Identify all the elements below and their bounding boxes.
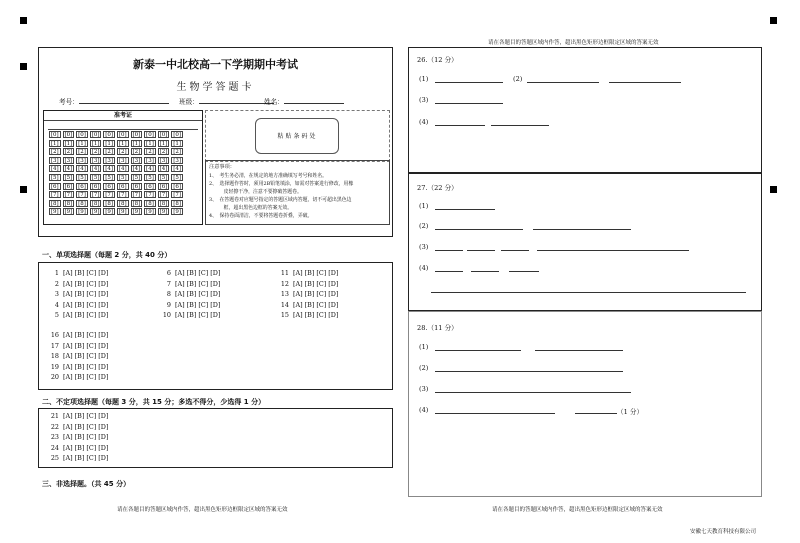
q26-part4-answer-b[interactable] <box>491 125 549 126</box>
admission-digit-bubble[interactable]: [3] <box>64 157 73 164</box>
q26-part1-label: (1) <box>419 75 429 83</box>
admission-digit-bubble[interactable]: [3] <box>173 157 182 164</box>
admission-digit-bubble[interactable]: [5] <box>50 174 59 181</box>
admission-digit-bubble[interactable]: [7] <box>78 192 86 199</box>
admission-digit-bubble[interactable]: [7] <box>64 192 73 199</box>
admission-digit-bubble[interactable]: [3] <box>91 157 100 164</box>
question-number: 6 <box>166 269 171 277</box>
choice-row[interactable] <box>157 269 220 277</box>
q26-label: 26.（12 分） <box>417 56 458 64</box>
question-number: 15 <box>280 311 289 319</box>
side-mark-right-upper <box>770 186 777 193</box>
question-number: 25 <box>50 454 59 462</box>
admission-digit-bubble[interactable]: [4] <box>50 166 59 173</box>
question-number: 17 <box>50 341 59 350</box>
admission-digit-bubble[interactable]: [3] <box>50 157 59 164</box>
admission-digit-bubble[interactable]: [9] <box>118 209 127 216</box>
header-box <box>38 47 393 237</box>
card-title: 生物学答题卡 <box>176 82 255 93</box>
answer-options[interactable]: [A] [B] [C] [D] <box>63 443 109 452</box>
admission-digit-bubble[interactable]: [6] <box>91 183 100 190</box>
choice-row[interactable] <box>157 301 220 309</box>
admission-digit-bubble[interactable]: [1] <box>132 140 141 147</box>
answer-options[interactable]: [A] [B] [C] [D] <box>63 412 109 420</box>
exam-no-field[interactable] <box>59 96 169 106</box>
q26-part4-answer-a[interactable] <box>435 125 485 126</box>
side-mark-left-upper <box>20 63 27 70</box>
admission-digit-bubble[interactable]: [5] <box>78 174 86 181</box>
admission-digit-bubble[interactable]: [4] <box>159 166 168 173</box>
q28-part1-answer-a[interactable] <box>435 350 521 351</box>
admission-digit-bubble[interactable]: [6] <box>118 183 127 190</box>
footer-notice-left: 请在各题目的答题区域内作答，超出黑色矩形边框限定区域的答案无效 <box>117 507 288 513</box>
question-number: 14 <box>280 300 289 309</box>
section1-box <box>38 262 393 390</box>
q28-part4-label: (4) <box>419 406 429 414</box>
admission-digit-bubble[interactable]: [9] <box>91 209 100 216</box>
answer-options[interactable]: [A] [B] [C] [D] <box>63 422 109 431</box>
answer-options[interactable]: [A] [B] [C] [D] <box>63 352 109 360</box>
answer-options[interactable]: [A] [B] [C] [D] <box>63 373 109 381</box>
choice-row[interactable] <box>45 444 108 452</box>
choice-row[interactable] <box>45 301 108 309</box>
choice-row[interactable] <box>45 433 108 441</box>
admission-digit-bubble[interactable]: [3] <box>105 157 114 164</box>
note-line: 框，超出黑色边框的答案无效。 <box>209 205 293 211</box>
q27-part3-answer-d[interactable] <box>537 250 689 251</box>
admission-digit-bubble[interactable]: [5] <box>105 174 114 181</box>
admission-digit-bubble[interactable]: [4] <box>91 166 100 173</box>
q26-part2-label: (2) <box>513 75 523 83</box>
question-number: 23 <box>50 433 59 441</box>
answer-options[interactable]: [A] [B] [C] [D] <box>63 433 109 441</box>
name-field[interactable] <box>264 96 344 106</box>
admission-digit-bubble[interactable]: [7] <box>159 192 168 199</box>
choice-row[interactable] <box>45 269 108 277</box>
admission-digit-bubble[interactable]: [8] <box>159 200 168 207</box>
q28-part4-answer-a[interactable] <box>435 413 555 414</box>
question-number: 16 <box>50 331 59 339</box>
admission-digit-bubble[interactable]: [0] <box>78 132 86 138</box>
q28-part2-answer[interactable] <box>435 371 623 372</box>
question-number: 5 <box>54 311 59 319</box>
admission-digit-bubble[interactable]: [5] <box>146 174 154 181</box>
admission-digit-bubble[interactable]: [7] <box>146 192 154 199</box>
q28-label: 28.（11 分） <box>417 324 458 332</box>
question-number: 3 <box>54 290 59 298</box>
admission-digit-bubble[interactable]: [0] <box>50 132 59 138</box>
admission-digit-bubble[interactable]: [3] <box>146 157 154 164</box>
choice-row[interactable] <box>157 280 220 288</box>
admission-digit-bubble[interactable]: [9] <box>105 209 114 216</box>
answer-options[interactable]: [A] [B] [C] [D] <box>63 290 109 298</box>
company-name: 安徽七天教育科技有限公司 <box>690 529 757 535</box>
admission-digit-bubble[interactable]: [1] <box>50 140 59 147</box>
choice-row[interactable] <box>275 280 338 288</box>
answer-options[interactable]: [A] [B] [C] [D] <box>175 269 221 277</box>
admission-digit-bubble[interactable]: [9] <box>132 209 141 216</box>
choice-row[interactable] <box>275 290 338 298</box>
question-number: 20 <box>50 373 59 381</box>
choice-row[interactable] <box>275 269 338 277</box>
admission-digit-bubble[interactable]: [6] <box>159 183 168 190</box>
admission-digit-bubble[interactable]: [6] <box>78 183 86 190</box>
q27-part4-label: (4) <box>419 264 429 272</box>
admission-write-row[interactable] <box>48 122 198 130</box>
q27-part3-answer-c[interactable] <box>501 250 529 251</box>
admission-digit-bubble[interactable]: [2] <box>118 149 127 156</box>
notes-heading: 注意事项： <box>209 164 235 170</box>
choice-row[interactable] <box>45 373 108 381</box>
admission-digit-bubble[interactable]: [0] <box>118 132 127 138</box>
q27-part3-answer-a[interactable] <box>435 250 463 251</box>
q27-box <box>408 173 762 311</box>
admission-digit-bubble[interactable]: [4] <box>173 166 182 173</box>
corner-mark-top-left <box>20 17 27 24</box>
q28-part4-answer-b[interactable] <box>575 413 617 414</box>
answer-options[interactable]: [A] [B] [C] [D] <box>293 311 339 319</box>
answer-options[interactable]: [A] [B] [C] [D] <box>63 279 109 288</box>
exam-no-label: 考号： <box>59 98 79 106</box>
admission-digit-bubble[interactable]: [5] <box>173 174 182 181</box>
admission-digit-bubble[interactable]: [0] <box>64 132 73 138</box>
q27-part4-answer-c[interactable] <box>509 271 539 272</box>
admission-digit-bubble[interactable]: [4] <box>146 166 154 173</box>
q28-part1-answer-b[interactable] <box>535 350 623 351</box>
exam-title: 新泰一中北校高一下学期期中考试 <box>133 58 298 71</box>
q26-part3-answer[interactable] <box>435 103 503 104</box>
answer-options[interactable]: [A] [B] [C] [D] <box>293 279 339 288</box>
admission-digit-bubble[interactable]: [2] <box>132 149 141 156</box>
question-number: 21 <box>50 412 59 420</box>
question-number: 12 <box>280 279 289 288</box>
admission-digit-grid <box>49 131 185 215</box>
top-notice: 请在各题目的答题区域内作答，超出黑色矩形边框限定区域的答案无效 <box>488 40 659 46</box>
admission-digit-bubble[interactable]: [6] <box>132 183 141 190</box>
admission-digit-bubble[interactable]: [7] <box>91 192 100 199</box>
admission-digit-bubble[interactable]: [9] <box>64 209 73 216</box>
admission-digit-bubble[interactable]: [1] <box>64 140 73 147</box>
q26-part2-answer-b[interactable] <box>609 82 681 83</box>
name-label: 姓名： <box>264 98 284 106</box>
admission-digit-bubble[interactable]: [3] <box>159 157 168 164</box>
admission-digit-bubble[interactable]: [7] <box>173 192 182 199</box>
admission-digit-bubble[interactable]: [0] <box>132 132 141 138</box>
admission-digit-bubble[interactable]: [3] <box>118 157 127 164</box>
q27-part1-answer[interactable] <box>435 209 495 210</box>
q27-part1-label: (1) <box>419 202 429 210</box>
choice-row[interactable] <box>45 290 108 298</box>
answer-options[interactable]: [A] [B] [C] [D] <box>293 300 339 309</box>
question-number: 7 <box>166 279 171 288</box>
q28-part2-label: (2) <box>419 364 429 372</box>
q27-part2-answer-a[interactable] <box>435 229 523 230</box>
q28-part3-label: (3) <box>419 385 429 393</box>
choice-row[interactable] <box>157 311 220 319</box>
admission-digit-bubble[interactable]: [5] <box>118 174 127 181</box>
note-line: 3、 在答题卷对应题号指定的答题区域内答题，切不可超出黑色边 <box>209 197 352 203</box>
notes-box <box>205 160 390 225</box>
admission-digit-bubble[interactable]: [2] <box>64 149 73 156</box>
admission-digit-bubble[interactable]: [9] <box>146 209 154 216</box>
section1-title: 一、单项选择题（每题 2 分，共 40 分） <box>42 251 172 259</box>
choice-row[interactable] <box>45 352 108 360</box>
admission-digit-bubble[interactable]: [8] <box>146 200 154 207</box>
admission-digit-bubble[interactable]: [0] <box>173 132 182 138</box>
question-number: 10 <box>162 311 171 319</box>
admission-digit-bubble[interactable]: [5] <box>91 174 100 181</box>
admission-digit-bubble[interactable]: [1] <box>159 140 168 147</box>
section3-title: 三、非选择题。（共 45 分） <box>42 480 131 488</box>
choice-row[interactable] <box>45 363 108 371</box>
admission-digit-bubble[interactable]: [2] <box>159 149 168 156</box>
admission-label: 准考证 <box>44 112 202 121</box>
answer-options[interactable]: [A] [B] [C] [D] <box>63 454 109 462</box>
admission-digit-bubble[interactable]: [8] <box>105 200 114 207</box>
corner-mark-top-right <box>770 17 777 24</box>
admission-digit-bubble[interactable]: [8] <box>64 200 73 207</box>
admission-digit-bubble[interactable]: [2] <box>91 149 100 156</box>
admission-digit-bubble[interactable]: [0] <box>146 132 154 138</box>
admission-digit-bubble[interactable]: [1] <box>146 140 154 147</box>
admission-digit-bubble[interactable]: [0] <box>105 132 114 138</box>
answer-options[interactable]: [A] [B] [C] [D] <box>175 311 221 319</box>
answer-options[interactable]: [A] [B] [C] [D] <box>63 300 109 309</box>
q27-part3-label: (3) <box>419 243 429 251</box>
note-line: 4、 保持卷面清洁，不要将答题卷折叠，弄破。 <box>209 213 313 219</box>
admission-digit-bubble[interactable]: [6] <box>64 183 73 190</box>
q27-part2-label: (2) <box>419 222 429 230</box>
admission-digit-bubble[interactable]: [1] <box>105 140 114 147</box>
q26-part3-label: (3) <box>419 96 429 104</box>
admission-digit-bubble[interactable]: [1] <box>91 140 100 147</box>
choice-row[interactable] <box>45 342 108 350</box>
answer-options[interactable]: [A] [B] [C] [D] <box>63 341 109 350</box>
admission-digit-bubble[interactable]: [8] <box>132 200 141 207</box>
admission-digit-bubble[interactable]: [5] <box>132 174 141 181</box>
admission-digit-bubble[interactable]: [3] <box>78 157 86 164</box>
admission-digit-bubble[interactable]: [4] <box>64 166 73 173</box>
admission-digit-bubble[interactable]: [6] <box>105 183 114 190</box>
footer-notice-right: 请在各题目的答题区域内作答，超出黑色矩形边框限定区域的答案无效 <box>492 507 663 513</box>
q28-part3-answer[interactable] <box>435 392 631 393</box>
admission-digit-bubble[interactable]: [2] <box>78 149 86 156</box>
q27-part3-answer-b[interactable] <box>467 250 495 251</box>
note-line: 皮轻擦干净，注意不要擦破答题卷。 <box>209 189 302 195</box>
answer-options[interactable]: [A] [B] [C] [D] <box>175 300 221 309</box>
admission-digit-bubble[interactable]: [2] <box>50 149 59 156</box>
q26-part4-label: (4) <box>419 118 429 126</box>
choice-row[interactable] <box>157 290 220 298</box>
q28-box <box>408 311 762 497</box>
answer-options[interactable]: [A] [B] [C] [D] <box>175 290 221 298</box>
admission-digit-bubble[interactable]: [3] <box>132 157 141 164</box>
admission-digit-bubble[interactable]: [4] <box>132 166 141 173</box>
admission-digit-bubble[interactable]: [7] <box>118 192 127 199</box>
answer-options[interactable]: [A] [B] [C] [D] <box>63 331 109 339</box>
choice-row[interactable] <box>45 423 108 431</box>
question-number: 13 <box>280 290 289 298</box>
question-number: 22 <box>50 422 59 431</box>
question-number: 19 <box>50 362 59 371</box>
admission-digit-bubble[interactable]: [4] <box>118 166 127 173</box>
admission-digit-bubble[interactable]: [8] <box>50 200 59 207</box>
q26-box <box>408 47 762 173</box>
admission-grid <box>43 110 203 225</box>
admission-digit-bubble[interactable]: [4] <box>105 166 114 173</box>
answer-options[interactable]: [A] [B] [C] [D] <box>63 362 109 371</box>
admission-digit-bubble[interactable]: [8] <box>78 200 86 207</box>
question-number: 1 <box>54 269 59 277</box>
question-number: 9 <box>166 300 171 309</box>
choice-row[interactable] <box>45 331 108 339</box>
admission-digit-bubble[interactable]: [5] <box>64 174 73 181</box>
choice-row[interactable] <box>45 311 108 319</box>
q28-part1-label: (1) <box>419 343 429 351</box>
section2-box <box>38 408 393 468</box>
question-number: 11 <box>280 269 289 277</box>
question-number: 18 <box>50 352 59 360</box>
admission-digit-bubble[interactable]: [2] <box>146 149 154 156</box>
barcode-label: 粘贴条码处 <box>277 133 318 140</box>
admission-digit-bubble[interactable]: [7] <box>132 192 141 199</box>
answer-options[interactable]: [A] [B] [C] [D] <box>293 290 339 298</box>
admission-digit-bubble[interactable]: [2] <box>105 149 114 156</box>
choice-row[interactable] <box>275 311 338 319</box>
admission-digit-bubble[interactable]: [9] <box>50 209 59 216</box>
answer-options[interactable]: [A] [B] [C] [D] <box>63 269 109 277</box>
admission-digit-bubble[interactable]: [4] <box>78 166 86 173</box>
question-number: 24 <box>50 443 59 452</box>
admission-digit-bubble[interactable]: [9] <box>159 209 168 216</box>
choice-row[interactable] <box>45 454 108 462</box>
admission-digit-bubble[interactable]: [8] <box>118 200 127 207</box>
admission-digit-bubble[interactable]: [5] <box>159 174 168 181</box>
choice-row[interactable] <box>275 301 338 309</box>
admission-digit-bubble[interactable]: [7] <box>50 192 59 199</box>
admission-digit-bubble[interactable]: [7] <box>105 192 114 199</box>
section2-title: 二、不定项选择题（每题 3 分，共 15 分；多选不得分，少选得 1 分） <box>42 398 266 406</box>
answer-options[interactable]: [A] [B] [C] [D] <box>293 269 339 277</box>
admission-digit-bubble[interactable]: [9] <box>78 209 86 216</box>
barcode-area <box>205 110 390 162</box>
class-field[interactable] <box>179 96 274 106</box>
q26-part2-answer-a[interactable] <box>527 82 599 83</box>
admission-digit-bubble[interactable]: [2] <box>173 149 182 156</box>
choice-row[interactable] <box>45 412 108 420</box>
admission-digit-bubble[interactable]: [6] <box>50 183 59 190</box>
question-number: 4 <box>54 300 59 309</box>
admission-digit-bubble[interactable]: [9] <box>173 209 182 216</box>
admission-digit-bubble[interactable]: [6] <box>173 183 182 190</box>
q28-part4-score: （1 分） <box>617 408 644 416</box>
admission-digit-bubble[interactable]: [6] <box>146 183 154 190</box>
q27-part4-answer-a[interactable] <box>435 271 463 272</box>
admission-digit-bubble[interactable]: [1] <box>78 140 86 147</box>
admission-digit-bubble[interactable]: [1] <box>118 140 127 147</box>
note-line: 2、 选择题作答时，须用2B铅笔填涂，如需对答案进行修改，用橡 <box>209 181 354 187</box>
note-line: 1、 考生务必清，在规定的地方准确填写考号和姓名。 <box>209 173 328 179</box>
q27-part4-answer-b[interactable] <box>471 271 499 272</box>
q27-part2-answer-b[interactable] <box>533 229 631 230</box>
admission-digit-bubble[interactable]: [8] <box>173 200 182 207</box>
admission-digit-bubble[interactable]: [0] <box>159 132 168 138</box>
choice-row[interactable] <box>45 280 108 288</box>
admission-digit-bubble[interactable]: [1] <box>173 140 182 147</box>
admission-digit-bubble[interactable]: [0] <box>91 132 100 138</box>
answer-options[interactable]: [A] [B] [C] [D] <box>175 279 221 288</box>
question-number: 8 <box>166 290 171 298</box>
question-number: 2 <box>54 279 59 288</box>
admission-digit-bubble[interactable]: [8] <box>91 200 100 207</box>
q27-part4-answer-d[interactable] <box>431 292 746 293</box>
q26-part1-answer[interactable] <box>435 82 503 83</box>
q27-label: 27.（22 分） <box>417 184 458 192</box>
answer-options[interactable]: [A] [B] [C] [D] <box>63 311 109 319</box>
class-label: 班级： <box>179 98 199 106</box>
side-mark-left-lower <box>20 186 27 193</box>
